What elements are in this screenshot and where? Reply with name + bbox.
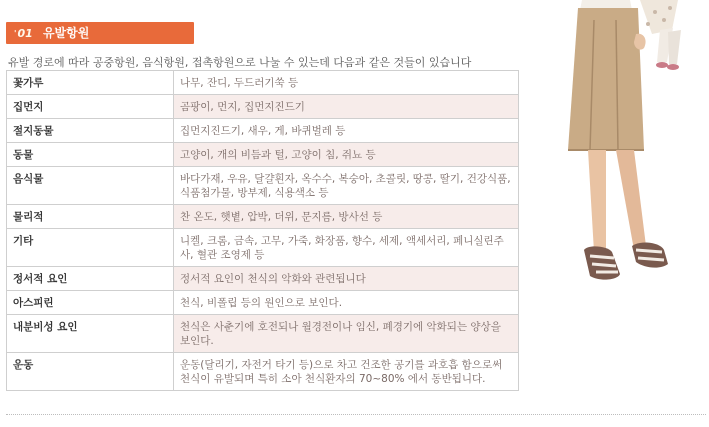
row-value: 천식, 비폴립 등의 원인으로 보인다. (174, 291, 519, 315)
row-label: 집먼지 (7, 95, 174, 119)
trigger-table (6, 70, 519, 391)
row-value: 찬 온도, 햇볕, 압박, 더위, 문지름, 방사선 등 (174, 205, 519, 229)
table-row (7, 95, 519, 119)
row-value: 니켈, 크롬, 금속, 고무, 가죽, 화장품, 향수, 세제, 액세서리, 페니실린주사, 혈관 조영제 등 (174, 229, 519, 267)
table-row (7, 315, 519, 353)
row-value: 천식은 사춘기에 호전되나 월경전이나 임신, 폐경기에 악화되는 양상을 보인다. (174, 315, 519, 353)
row-label: 절지동물 (7, 119, 174, 143)
legs-icon (588, 150, 646, 252)
table-row (7, 353, 519, 391)
row-label: 내분비성 요인 (7, 315, 174, 353)
table-row (7, 291, 519, 315)
slipper-icon (584, 243, 668, 280)
table-row (7, 143, 519, 167)
row-label: 운동 (7, 353, 174, 391)
table-row (7, 267, 519, 291)
footer-divider (6, 414, 706, 415)
row-label: 기타 (7, 229, 174, 267)
row-label: 꽃가루 (7, 71, 174, 95)
row-value: 나무, 잔디, 두드러기쑥 등 (174, 71, 519, 95)
row-value: 곰팡이, 먼지, 집먼지진드기 (174, 95, 519, 119)
doll-icon (640, 0, 681, 70)
row-value: 운동(달리기, 자전거 타기 등)으로 차고 건조한 공기를 과호흡 함으로써 천식이 유발되며 특히 소아 천식환자의 70~80% 에서 동반됩니다. (174, 353, 519, 391)
row-value: 바다가재, 우유, 달걀흰자, 옥수수, 복숭아, 초콜릿, 땅콩, 딸기, 건강식품, 식품첨가물, 방부제, 식용색소 등 (174, 167, 519, 205)
row-label: 정서적 요인 (7, 267, 174, 291)
skirt-icon (568, 8, 644, 150)
table-row (7, 205, 519, 229)
table-row (7, 167, 519, 205)
row-value: 고양이, 개의 비듬과 털, 고양이 침, 쥐뇨 등 (174, 143, 519, 167)
person-legs-slippers-illustration (560, 0, 709, 300)
section-number: '01 (14, 27, 33, 40)
row-label: 음식물 (7, 167, 174, 205)
table-row (7, 71, 519, 95)
row-value: 정서적 요인이 천식의 악화와 관련됩니다 (174, 267, 519, 291)
section-header (6, 22, 194, 44)
intro-text: 유발 경로에 따라 공중항원, 음식항원, 접촉항원으로 나눌 수 있는데 다음과 같은 것들이 있습니다 (8, 56, 472, 69)
row-value: 집먼지진드기, 새우, 게, 바퀴벌레 등 (174, 119, 519, 143)
table-row (7, 229, 519, 267)
section-title: 유발항원 (42, 26, 90, 40)
row-label: 물리적 (7, 205, 174, 229)
row-label: 아스피린 (7, 291, 174, 315)
row-label: 동물 (7, 143, 174, 167)
table-row (7, 119, 519, 143)
